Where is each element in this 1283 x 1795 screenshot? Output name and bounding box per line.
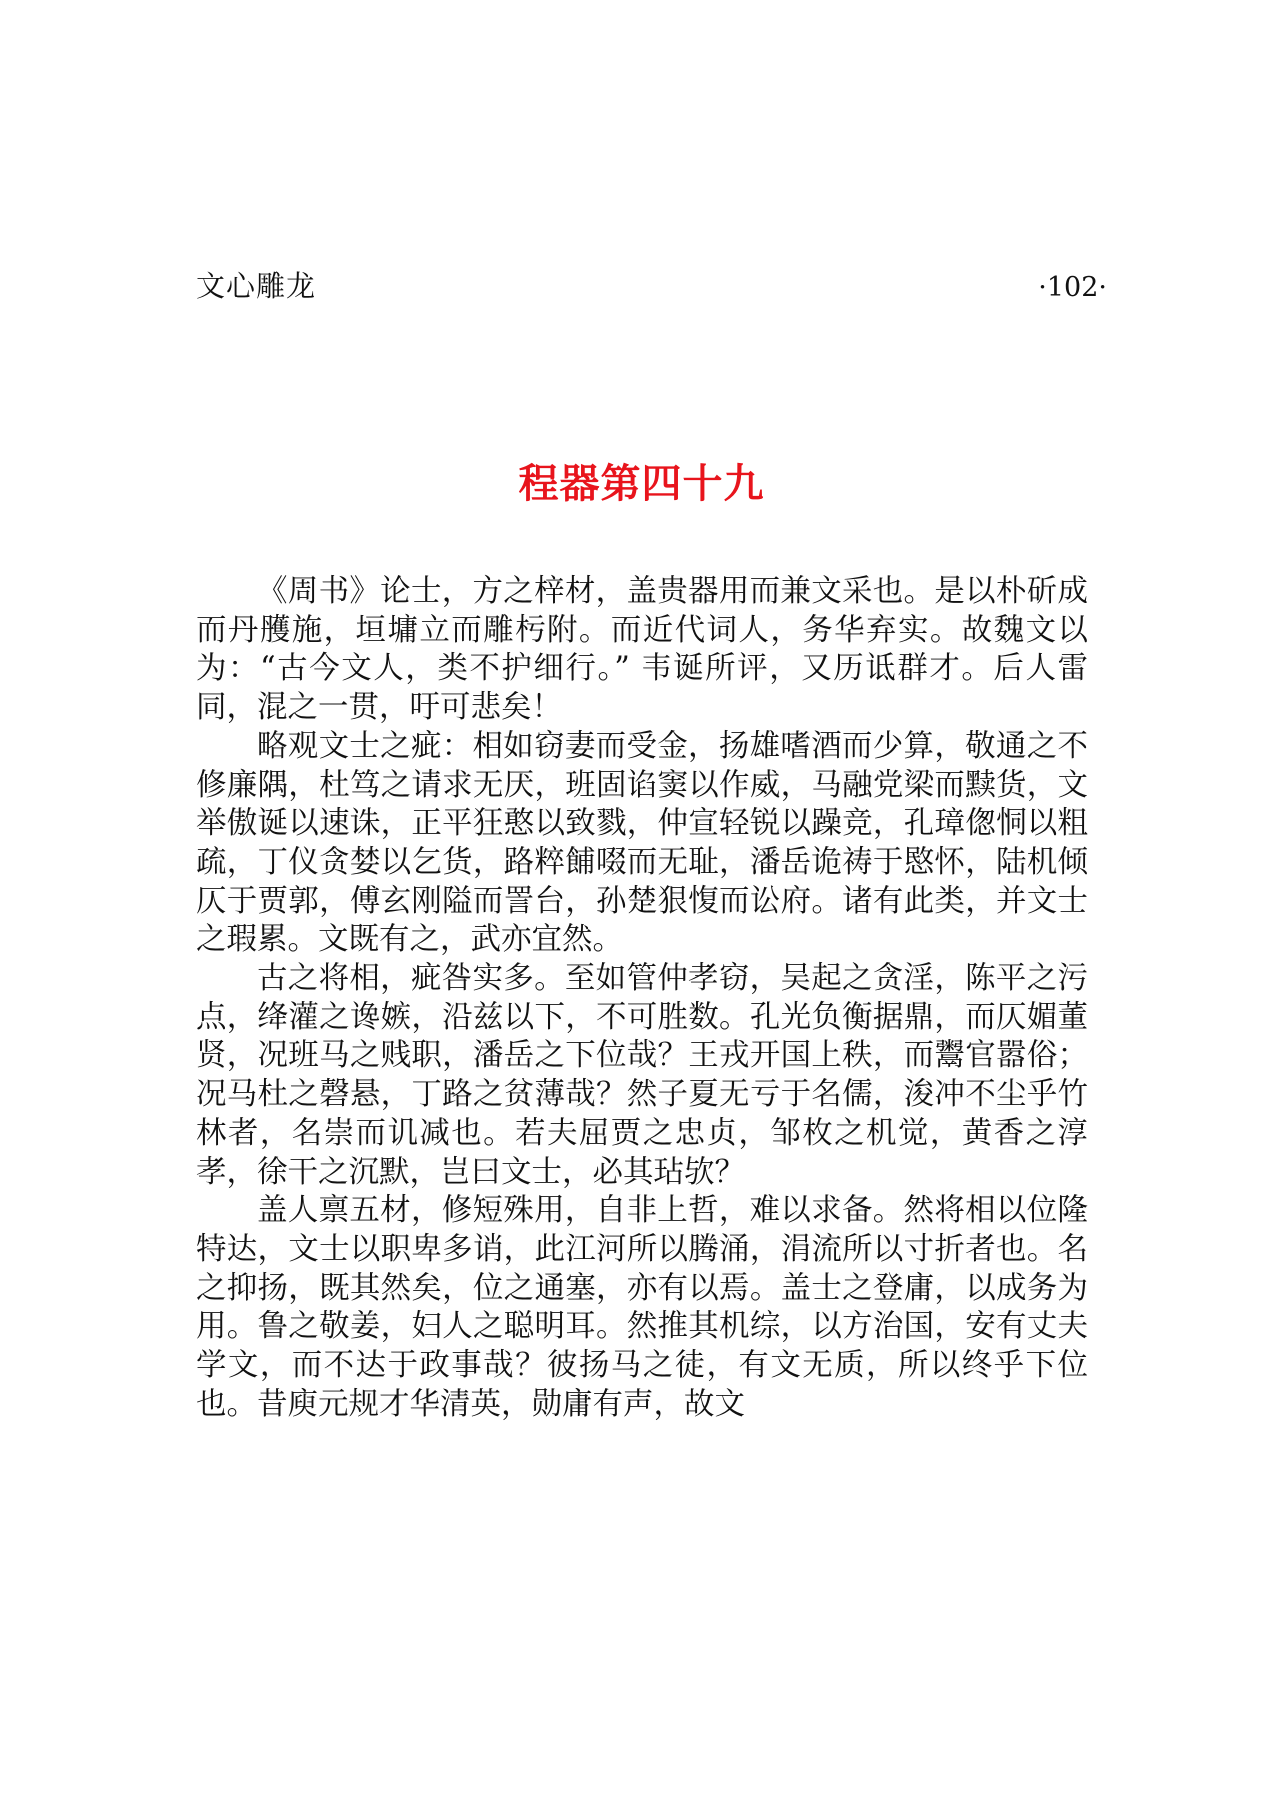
chapter-title: 程器第四十九 xyxy=(518,461,765,507)
paragraph-2: 略观文士之疵：相如窃妻而受金，扬雄嗜酒而少算，敬通之不修廉隅，杜笃之请求无厌，班固谄窦以作威，马融党梁而黩货，文举傲诞以速诛，正平狂憨以致戮，仲宣轻锐以躁竞，孔璋偬恫以粗疏，丁仪贪婪以乞货，路粹餔啜而无耻，潘岳诡祷于愍怀，陆机倾仄于贾郭，傅玄刚隘而詈台，孙楚狠愎而讼府。诸有此类，并文士之瑕累。文既有之，武亦宜然。 xyxy=(196,728,1088,958)
paragraph-3: 古之将相，疵咎实多。至如管仲孝窃，吴起之贪淫，陈平之污点，绛灌之谗嫉，沿兹以下，不可胜数。孔光负衡据鼎，而仄媚董贤，况班马之贱职，潘岳之下位哉？王戎开国上秩，而鬻官嚣俗；况马杜之磬悬，丁路之贫薄哉？然子夏无亏于名儒，浚冲不尘乎竹林者，名崇而讥减也。若夫屈贾之忠贞，邹枚之机觉，黄香之淳孝，徐干之沉默，岂曰文士，必其玷欤？ xyxy=(196,961,1088,1190)
body-text xyxy=(196,573,1088,1424)
paragraph-4: 盖人禀五材，修短殊用，自非上哲，难以求备。然将相以位隆特达，文士以职卑多诮，此江河所以腾涌，涓流所以寸折者也。名之抑扬，既其然矣，位之通塞，亦有以焉。盖士之登庸，以成务为用。鲁之敬姜，妇人之聪明耳。然推其机综，以方治国，安有丈夫学文，而不达于政事哉？彼扬马之徒，有文无质，所以终乎下位也。昔庾元规才华清英，勋庸有声，故文 xyxy=(196,1193,1088,1422)
page-number: ·102· xyxy=(1038,272,1107,303)
paragraph-1: 《周书》论士，方之梓材，盖贵器用而兼文采也。是以朴斫成而丹雘施，垣墉立而雕杇附。而近代词人，务华弃实。故魏文以为：“古今文人，类不护细行。” 韦诞所评，又历诋群才。后人雷同，混之一贯，吁可悲矣！ xyxy=(196,574,1088,726)
running-head-title: 文心雕龙 xyxy=(196,269,317,303)
